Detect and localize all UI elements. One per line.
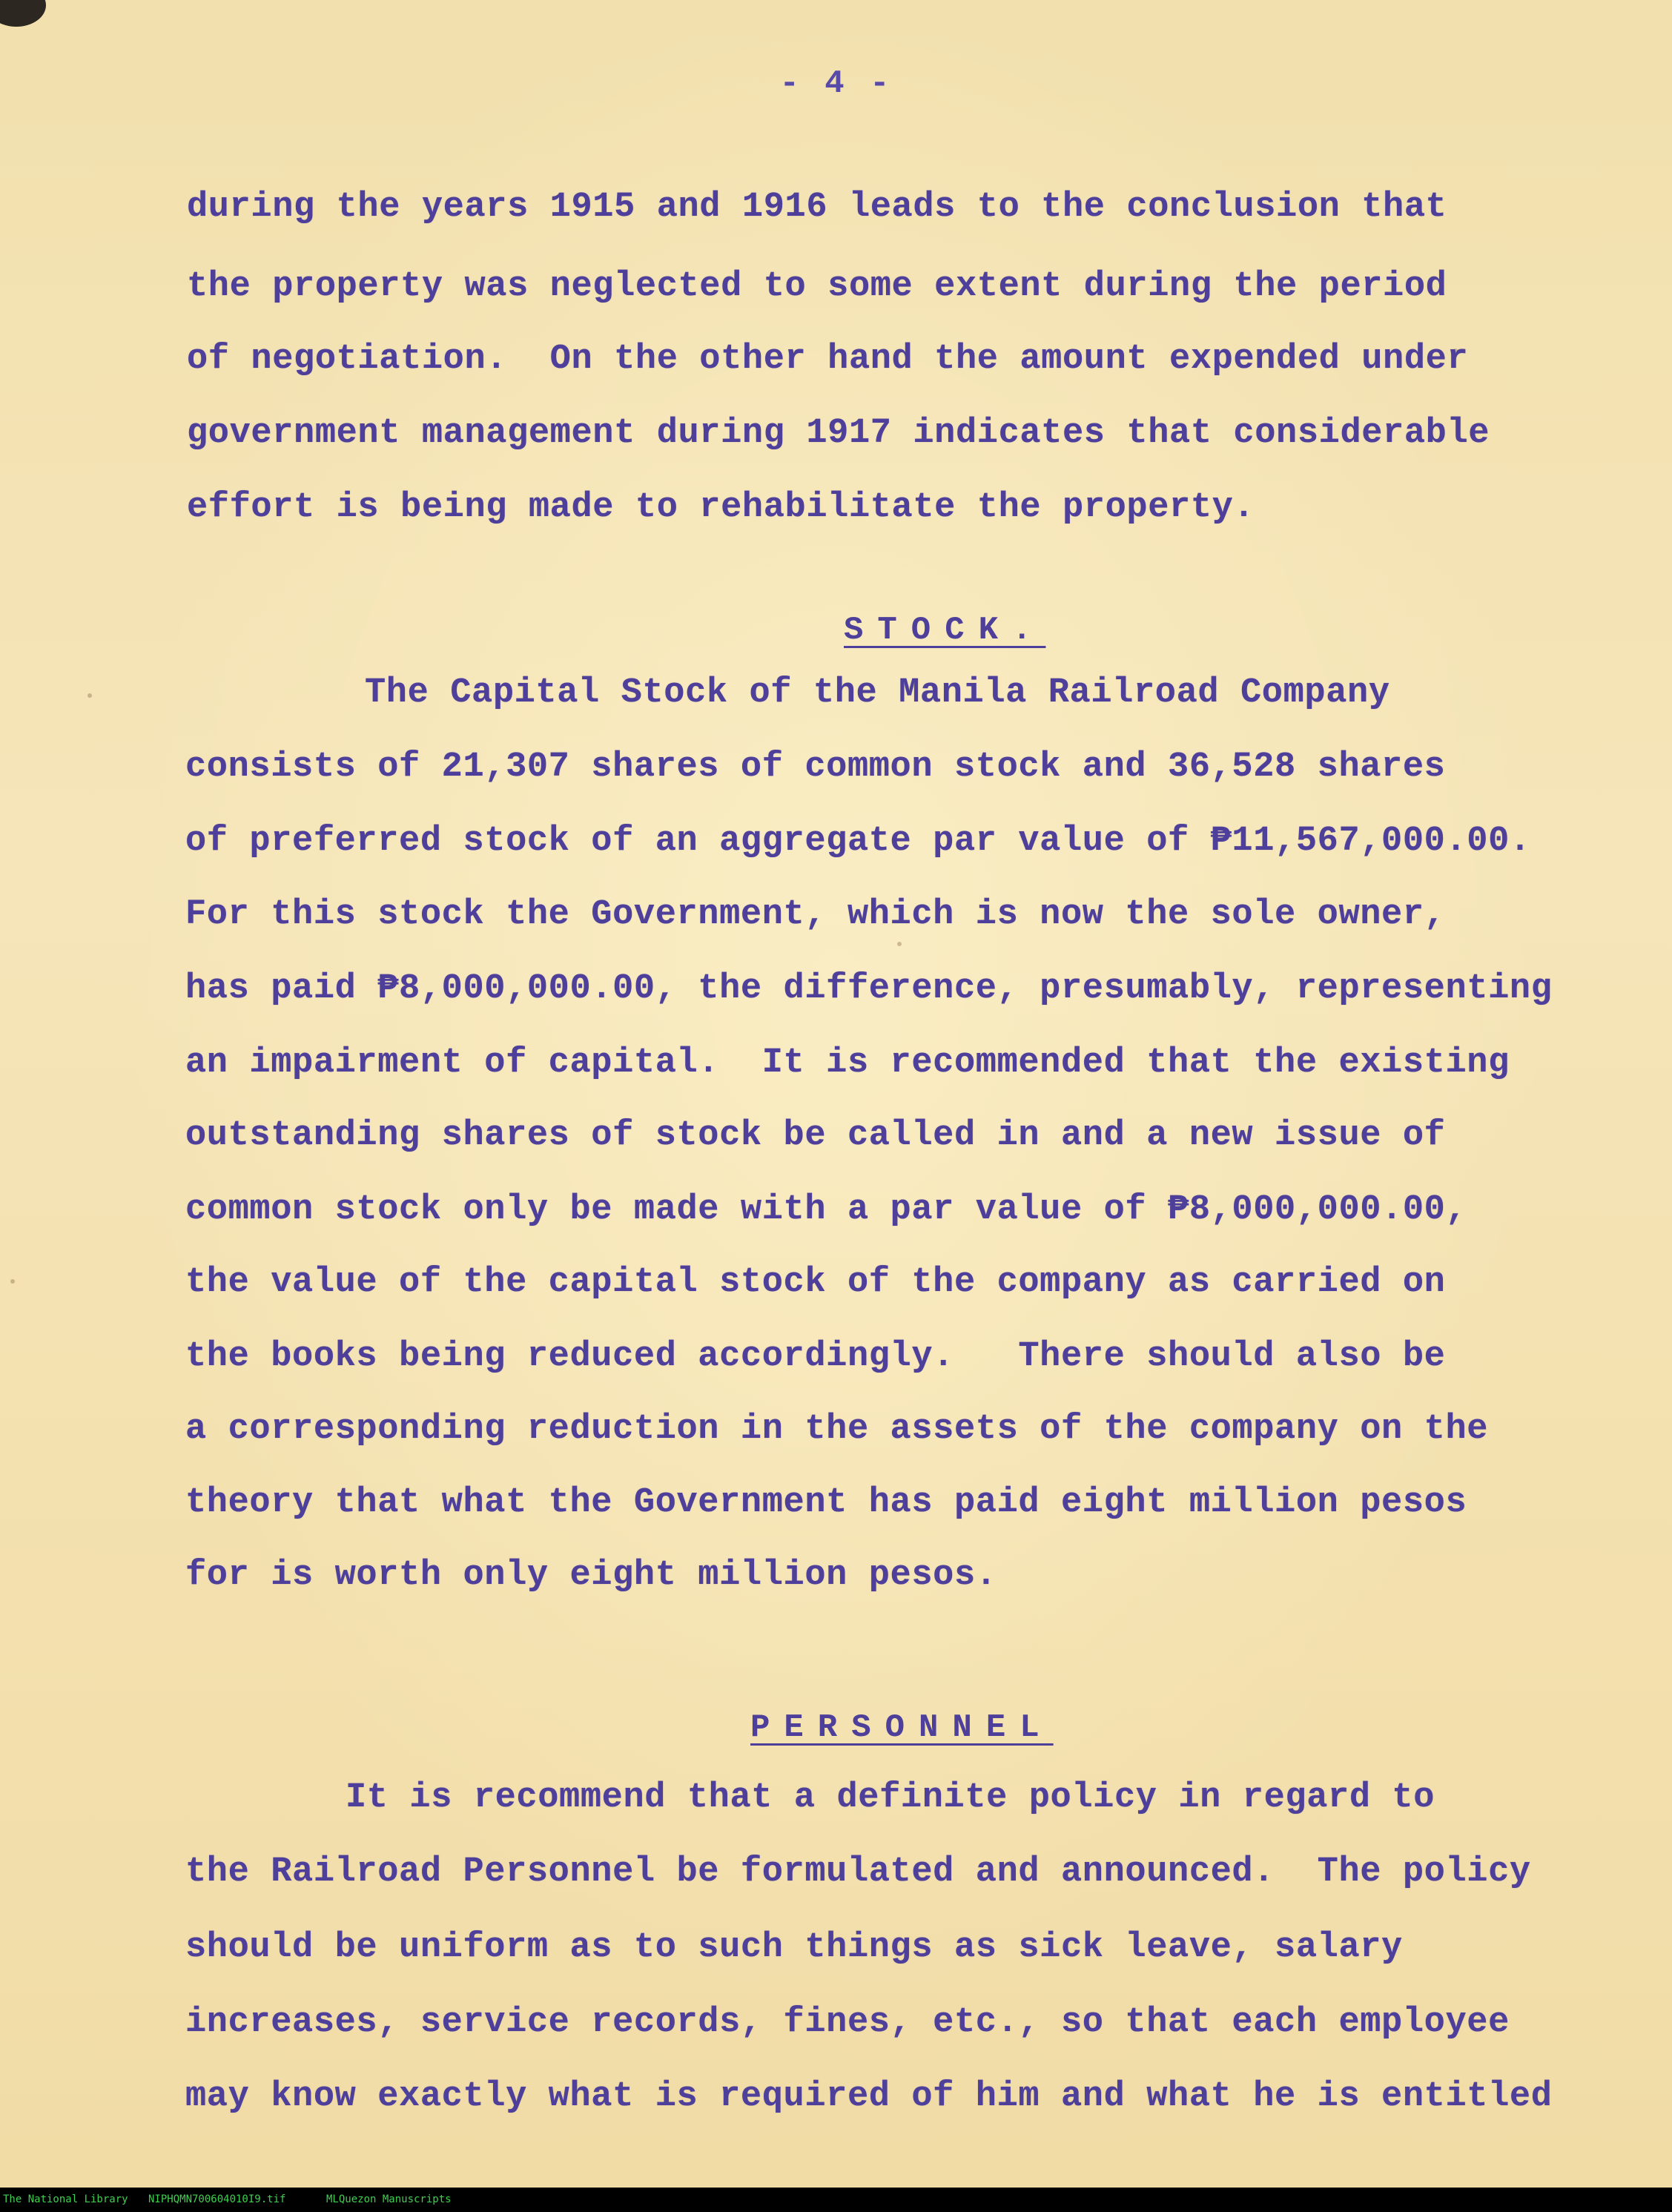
text-line: common stock only be made with a par value of ₱8,000,000.00, xyxy=(185,1190,1467,1229)
section-heading-stock: STOCK. xyxy=(844,612,1046,649)
text-line: The Capital Stock of the Manila Railroad Company xyxy=(365,673,1390,713)
text-line: of negotiation. On the other hand the amount expended under xyxy=(187,340,1469,379)
text-line: the books being reduced accordingly. There should also be xyxy=(185,1337,1446,1376)
text-line: should be uniform as to such things as sick leave, salary xyxy=(185,1928,1403,1967)
section-heading-personnel: PERSONNEL xyxy=(750,1709,1054,1746)
text-line: during the years 1915 and 1916 leads to the conclusion that xyxy=(187,188,1447,227)
text-line: theory that what the Government has paid eight million pesos xyxy=(185,1483,1467,1522)
paper-speck xyxy=(10,1279,15,1284)
text-line: has paid ₱8,000,000.00, the difference, presumably, representing xyxy=(185,969,1553,1008)
text-line: increases, service records, fines, etc., so that each employee xyxy=(185,2003,1510,2042)
text-line: of preferred stock of an aggregate par value of ₱11,567,000.00. xyxy=(185,822,1531,861)
text-line: a corresponding reduction in the assets of the company on the xyxy=(185,1410,1489,1449)
text-line: an impairment of capital. It is recommended that the existing xyxy=(185,1043,1510,1083)
text-line: It is recommend that a definite policy in regard to xyxy=(346,1778,1435,1818)
text-line: outstanding shares of stock be called in and a new issue of xyxy=(185,1116,1446,1155)
footer-collection: MLQuezon Manuscripts xyxy=(326,2193,452,2205)
text-line: For this stock the Government, which is now the sole owner, xyxy=(185,895,1446,934)
text-line: consists of 21,307 shares of common stock and 36,528 shares xyxy=(185,747,1446,787)
text-line: government management during 1917 indicates that considerable xyxy=(187,414,1490,453)
text-line: effort is being made to rehabilitate the property. xyxy=(187,488,1255,527)
footer-library: The National Library xyxy=(3,2193,128,2205)
footer-file: NIPHQMN700604010I9.tif xyxy=(148,2193,286,2205)
text-line: the property was neglected to some extent during the period xyxy=(187,267,1447,306)
text-line: may know exactly what is required of him and what he is entitled xyxy=(185,2077,1553,2116)
text-line: the value of the capital stock of the company as carried on xyxy=(185,1263,1446,1302)
text-line: for is worth only eight million pesos. xyxy=(185,1556,997,1595)
scan-footer-bar xyxy=(0,2188,1672,2212)
punch-hole xyxy=(0,0,46,27)
paper-speck xyxy=(897,942,902,946)
text-line: the Railroad Personnel be formulated and announced. The policy xyxy=(185,1852,1531,1892)
paper-speck xyxy=(87,693,92,698)
page-number: - 4 - xyxy=(779,65,893,102)
